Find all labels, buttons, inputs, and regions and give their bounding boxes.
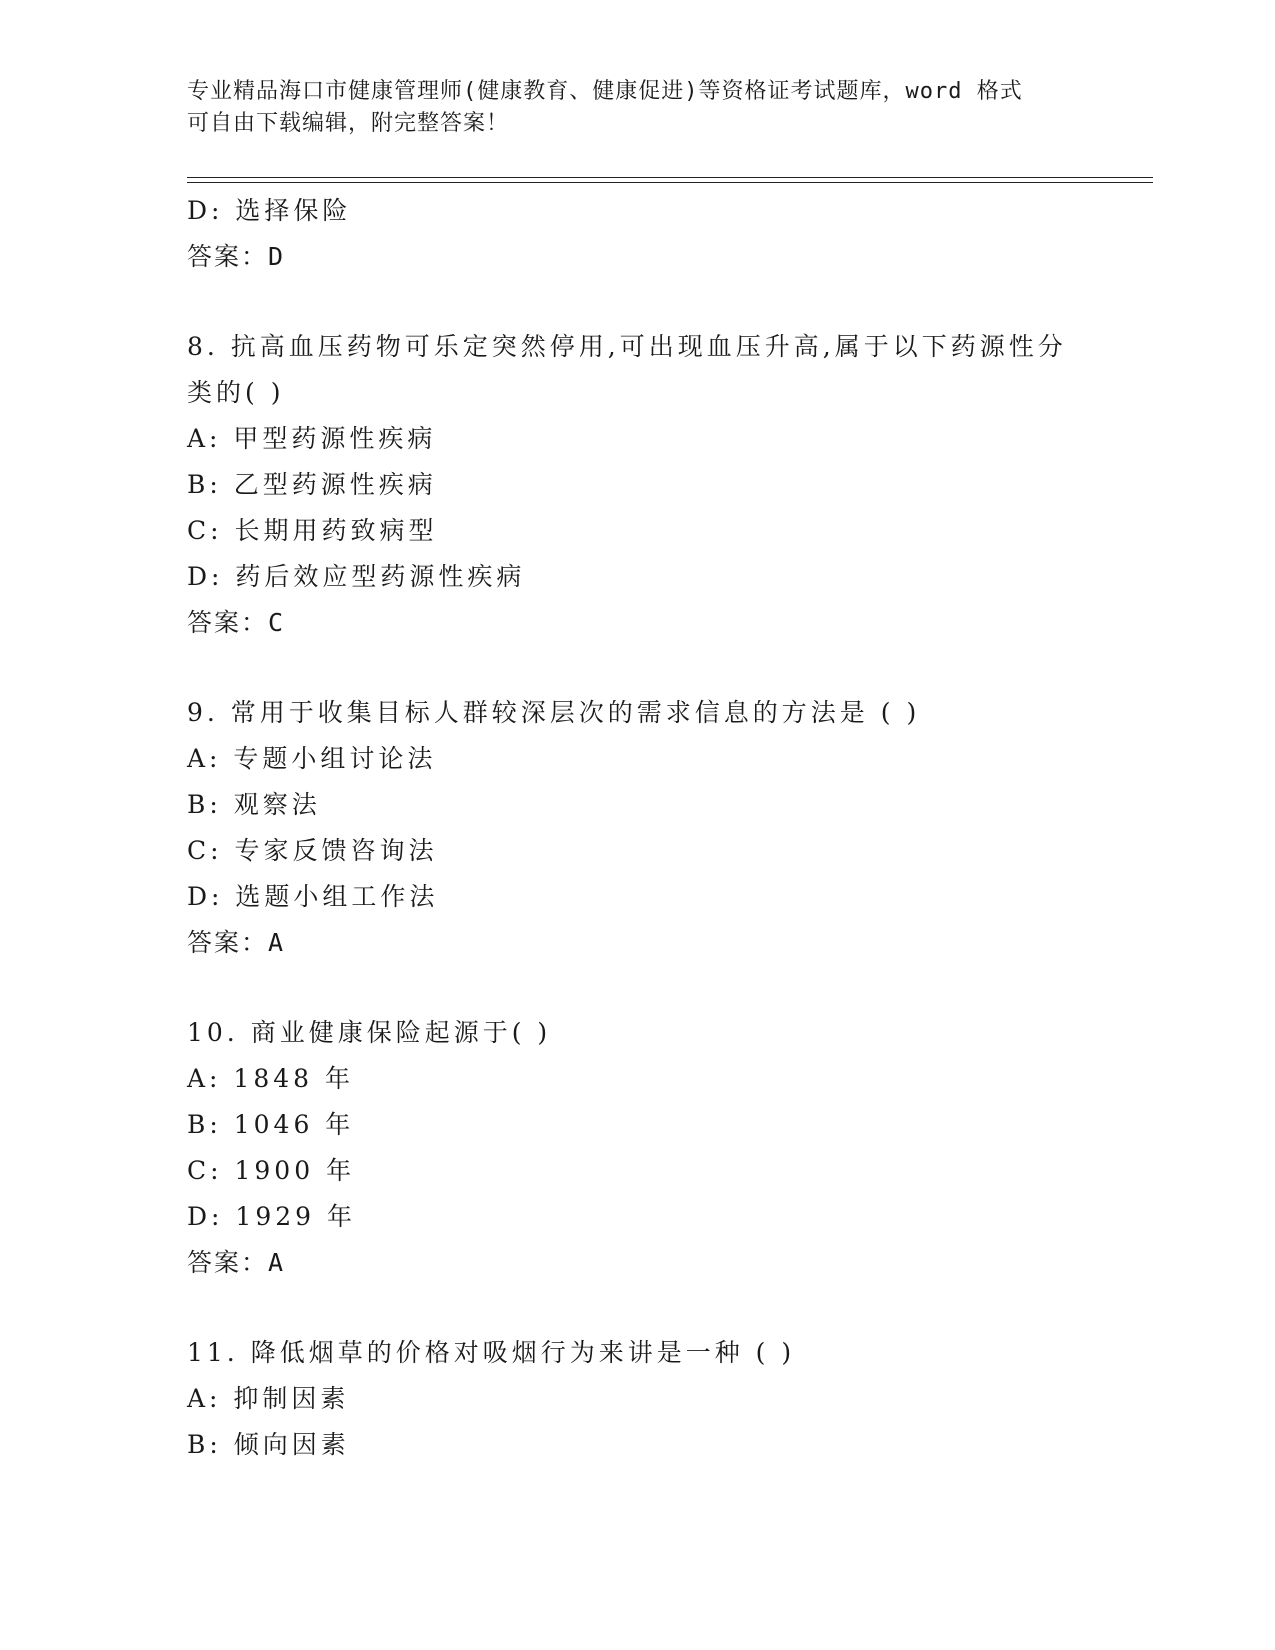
question-8	[187, 324, 1107, 646]
option-d: D: 选择保险	[187, 196, 352, 225]
header-line-1: 专业精品海口市健康管理师(健康教育、健康促进)等资格证考试题库，word 格式	[187, 79, 1023, 104]
option-b: B: 倾向因素	[187, 1430, 350, 1459]
document-header	[187, 76, 1087, 140]
answer: 答案：C	[187, 608, 286, 637]
option-a: A: 抑制因素	[187, 1384, 350, 1413]
option-c: C: 专家反馈咨询法	[187, 836, 438, 865]
answer: 答案：A	[187, 928, 286, 957]
question-stem: 10. 商业健康保险起源于( )	[187, 1018, 552, 1047]
option-a: A: 甲型药源性疾病	[187, 424, 437, 453]
option-b: B: 观察法	[187, 790, 321, 819]
question-11	[187, 1330, 1107, 1468]
option-d: D: 选题小组工作法	[187, 882, 439, 911]
question-stem: 8. 抗高血压药物可乐定突然停用,可出现血压升高,属于以下药源性分	[187, 332, 1067, 361]
option-c: C: 1900 年	[187, 1156, 356, 1185]
header-divider-bottom	[187, 182, 1153, 183]
option-a: A: 1848 年	[187, 1064, 354, 1093]
header-line-2: 可自由下载编辑，附完整答案！	[187, 111, 510, 136]
question-9	[187, 690, 1107, 966]
question-stem: 9. 常用于收集目标人群较深层次的需求信息的方法是 ( )	[187, 698, 921, 727]
question-stem-continued: 类的( )	[187, 378, 285, 407]
question-7-tail	[187, 188, 1107, 280]
question-list	[187, 188, 1107, 1468]
answer: 答案：D	[187, 242, 286, 271]
option-a: A: 专题小组讨论法	[187, 744, 437, 773]
option-c: C: 长期用药致病型	[187, 516, 438, 545]
answer: 答案：A	[187, 1248, 286, 1277]
option-b: B: 乙型药源性疾病	[187, 470, 437, 499]
option-b: B: 1046 年	[187, 1110, 355, 1139]
question-stem: 11. 降低烟草的价格对吸烟行为来讲是一种 ( )	[187, 1338, 796, 1367]
option-d: D: 药后效应型药源性疾病	[187, 562, 526, 591]
question-10	[187, 1010, 1107, 1286]
option-d: D: 1929 年	[187, 1202, 356, 1231]
header-divider-top	[187, 177, 1153, 178]
